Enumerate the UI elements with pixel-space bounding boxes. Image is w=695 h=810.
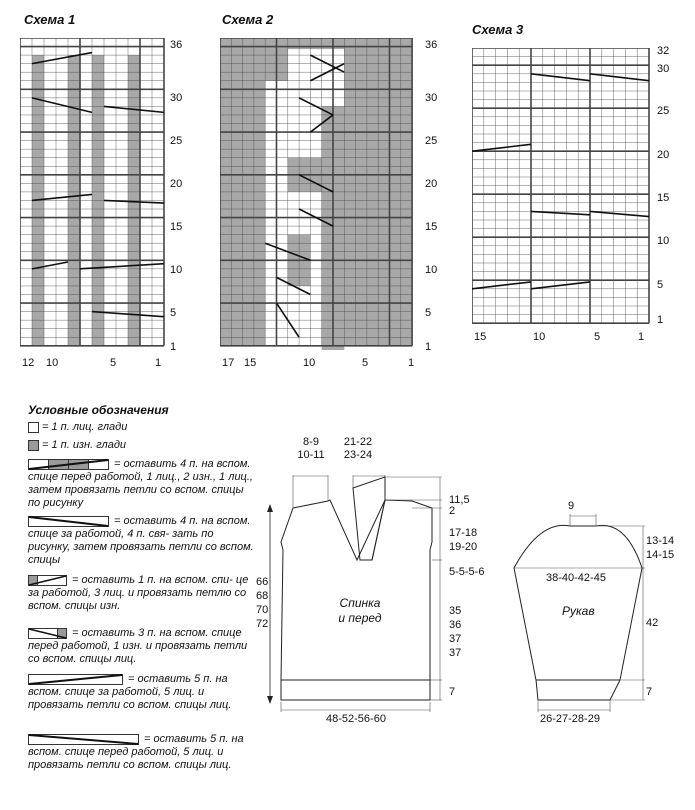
dim-label: 21-22 xyxy=(343,436,373,448)
armhole-dims xyxy=(449,526,477,554)
row-label: 15 xyxy=(425,221,438,233)
row-label: 20 xyxy=(170,178,183,190)
row-label: 30 xyxy=(170,92,183,104)
dim-label: 7 xyxy=(646,686,653,698)
legend-text: = 1 п. лиц. глади xyxy=(42,421,128,433)
legend-item xyxy=(28,673,258,712)
col-label: 17 xyxy=(222,357,235,369)
legend-text: = оставить 1 п. на вспом. спи- це за работой, 3 лиц. и провязать петлю со вспом. спицы изн. xyxy=(28,574,249,612)
legend-item xyxy=(28,515,258,567)
dim-label: 38-40-42-45 xyxy=(546,572,606,584)
col-label: 10 xyxy=(46,357,59,369)
purl-stitch-icon xyxy=(28,440,40,452)
legend-text: = 1 п. изн. глади xyxy=(42,439,127,451)
dim-label: 19-20 xyxy=(449,541,478,553)
schema1-row-labels xyxy=(170,38,194,358)
col-label: 10 xyxy=(533,331,546,343)
row-label: 36 xyxy=(170,39,183,51)
row-label: 36 xyxy=(425,39,438,51)
schema2-grid xyxy=(220,38,415,350)
schema1-title: Схема 1 xyxy=(24,12,76,27)
row-label: 10 xyxy=(657,235,670,247)
row-label: 5 xyxy=(170,307,177,319)
row-label: 30 xyxy=(657,63,670,75)
cross-3-front-icon xyxy=(28,628,68,640)
dim-label: 8-9 xyxy=(303,436,319,448)
dim-label: 72 xyxy=(256,618,269,630)
legend-text: = оставить 5 п. на вспом. спице за работой, 5 лиц. и провязать петли со вспом. спицы лиц. xyxy=(28,673,232,711)
row-label: 20 xyxy=(425,178,438,190)
body-label-line: Спинка xyxy=(339,596,381,610)
dim-label: 13-14 xyxy=(646,535,675,547)
side-length-dims xyxy=(449,604,461,660)
row-label: 25 xyxy=(657,105,670,117)
row-label: 25 xyxy=(170,135,183,147)
row-label: 5 xyxy=(657,279,664,291)
row-label: 10 xyxy=(170,264,183,276)
body-label xyxy=(320,596,400,626)
schema2-title: Схема 2 xyxy=(222,12,274,27)
dim-label: 11,5 xyxy=(449,494,470,506)
col-label: 12 xyxy=(22,357,35,369)
legend-text: = оставить 5 п. на вспом. спице перед работой, 5 лиц. и провязать петли со вспом. спицы лиц. xyxy=(28,733,244,771)
row-label: 1 xyxy=(425,341,432,353)
row-label: 1 xyxy=(657,314,664,326)
sleeve-cap-dims xyxy=(646,534,674,562)
dim-label: 48-52-56-60 xyxy=(326,713,386,725)
dim-label: 37 xyxy=(449,647,462,659)
row-label: 10 xyxy=(425,264,438,276)
dim-label: 42 xyxy=(646,617,659,629)
cable-5-back-icon xyxy=(28,674,124,686)
col-label: 1 xyxy=(408,357,415,369)
cable-4-back-icon xyxy=(28,516,110,528)
dim-label: 70 xyxy=(256,604,269,616)
cable-5-front-icon xyxy=(28,734,140,746)
dim-label: 68 xyxy=(256,590,269,602)
body-pattern-drawing xyxy=(260,430,490,730)
legend-item xyxy=(28,627,258,666)
col-label: 5 xyxy=(362,357,369,369)
dim-label: 7 xyxy=(449,686,456,698)
legend-item xyxy=(28,439,258,452)
dim-label: 9 xyxy=(568,500,575,512)
knit-stitch-icon xyxy=(28,422,40,434)
legend-text: = оставить 4 п. на вспом. спице перед работой, 1 лиц., 2 изн., 1 лиц., затем провязать петли со вспом. спицы по рисунку xyxy=(28,458,253,509)
dim-label: 26-27-28-29 xyxy=(540,713,600,725)
schema3-row-labels xyxy=(657,44,681,334)
dim-label: 17-18 xyxy=(449,527,478,539)
dim-label: 23-24 xyxy=(343,449,373,461)
dim-label: 35 xyxy=(449,605,462,617)
dim-label: 36 xyxy=(449,619,462,631)
col-label: 15 xyxy=(244,357,257,369)
cross-1-back-icon xyxy=(28,575,68,587)
row-label: 1 xyxy=(170,341,177,353)
col-label: 10 xyxy=(303,357,316,369)
dim-label: 2 xyxy=(449,505,456,517)
legend-item xyxy=(28,421,258,434)
row-label: 5 xyxy=(425,307,432,319)
row-label: 15 xyxy=(170,221,183,233)
schema2-row-labels xyxy=(425,38,449,358)
col-label: 5 xyxy=(594,331,601,343)
col-label: 5 xyxy=(110,357,117,369)
col-label: 15 xyxy=(474,331,487,343)
dim-label: 66 xyxy=(256,576,269,588)
row-label: 15 xyxy=(657,192,670,204)
dim-label: 10-11 xyxy=(297,449,325,461)
total-length-dims xyxy=(256,575,268,631)
body-label-line: и перед xyxy=(338,611,382,625)
legend-title: Условные обозначения xyxy=(28,403,169,417)
legend-text: = оставить 4 п. на вспом. спице за работой, 4 п. свя- зать по рисунку, затем провязать петли со вспом. спицы xyxy=(28,515,254,566)
sleeve-label: Рукав xyxy=(562,604,595,618)
row-label: 32 xyxy=(657,45,670,57)
row-label: 20 xyxy=(657,149,670,161)
cable-4-front-icon xyxy=(28,459,110,471)
row-label: 30 xyxy=(425,92,438,104)
dim-label: 14-15 xyxy=(646,549,675,561)
dim-label: 5-5-5-6 xyxy=(449,566,485,578)
row-label: 25 xyxy=(425,135,438,147)
neck-left-dims xyxy=(296,436,326,462)
legend-item xyxy=(28,574,258,613)
col-label: 1 xyxy=(155,357,162,369)
col-label: 1 xyxy=(638,331,645,343)
schema3-grid xyxy=(472,48,652,324)
legend-item xyxy=(28,458,258,510)
legend-item xyxy=(28,733,258,772)
schema3-title: Схема 3 xyxy=(472,22,524,37)
schema1-grid xyxy=(20,38,165,350)
dim-label: 37 xyxy=(449,633,462,645)
neck-right-dims xyxy=(340,436,376,462)
legend-text: = оставить 3 п. на вспом. спице перед работой, 1 изн. и провязать петли со вспом. спицы лиц. xyxy=(28,627,248,665)
